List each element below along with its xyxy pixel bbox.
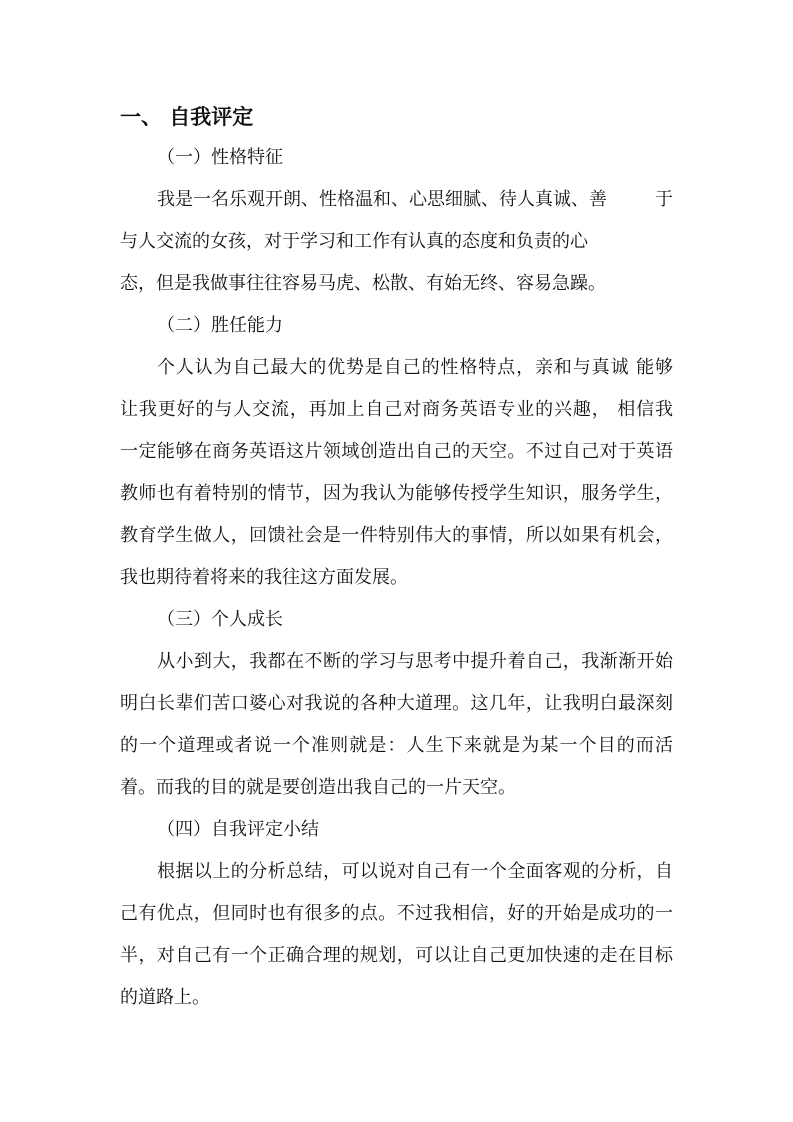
paragraph-line: 明白长辈们苦口婆心对我说的各种大道理。这几年，让我明白最深刻 <box>120 693 673 714</box>
paragraph-line: 着。而我的目的就是要创造出我自己的一片天空。 <box>120 777 516 798</box>
subsection-title-personality: （一）性格特征 <box>157 147 283 168</box>
paragraph-line: 一定能够在商务英语这片领域创造出自己的天空。不过自己对于英语 <box>120 441 673 462</box>
paragraph-line: 我也期待着将来的我往这方面发展。 <box>120 567 408 588</box>
paragraph-line <box>157 187 673 213</box>
paragraph-line: 从小到大，我都在不断的学习与思考中提升着自己，我渐渐开始 <box>157 651 673 672</box>
paragraph-line: 半，对自己有一个正确合理的规划，可以让自己更加快速的走在目标 <box>120 945 673 966</box>
section-heading: 一、 自我评定 <box>120 105 254 129</box>
paragraph-line: 个人认为自己最大的优势是自己的性格特点，亲和与真诚 能够 <box>157 357 673 378</box>
paragraph-line: 让我更好的与人交流，再加上自己对商务英语专业的兴趣， 相信我 <box>120 399 673 420</box>
paragraph-line: 根据以上的分析总结，可以说对自己有一个全面客观的分析，自 <box>157 861 673 882</box>
paragraph-line: 教师也有着特别的情节，因为我认为能够传授学生知识，服务学生， <box>120 483 673 504</box>
subsection-title-summary: （四）自我评定小结 <box>157 819 319 840</box>
paragraph-line: 教育学生做人，回馈社会是一件特别伟大的事情，所以如果有机会， <box>120 525 673 546</box>
paragraph-line: 的道路上。 <box>120 987 210 1008</box>
subsection-title-growth: （三）个人成长 <box>157 609 283 630</box>
paragraph-line: 的一个道理或者说一个准则就是：人生下来就是为某一个目的而活 <box>120 735 673 756</box>
paragraph-line: 与人交流的女孩，对于学习和工作有认真的态度和负责的心 <box>120 231 588 252</box>
paragraph-line-text: 于 <box>655 189 673 210</box>
paragraph-line-text: 我是一名乐观开朗、性格温和、心思细腻、待人真诚、善 <box>157 189 607 210</box>
paragraph-line: 态，但是我做事往往容易马虎、松散、有始无终、容易急躁。 <box>120 273 606 294</box>
paragraph-line: 己有优点，但同时也有很多的点。不过我相信，好的开始是成功的一 <box>120 903 673 924</box>
subsection-title-competence: （二）胜任能力 <box>157 315 283 336</box>
